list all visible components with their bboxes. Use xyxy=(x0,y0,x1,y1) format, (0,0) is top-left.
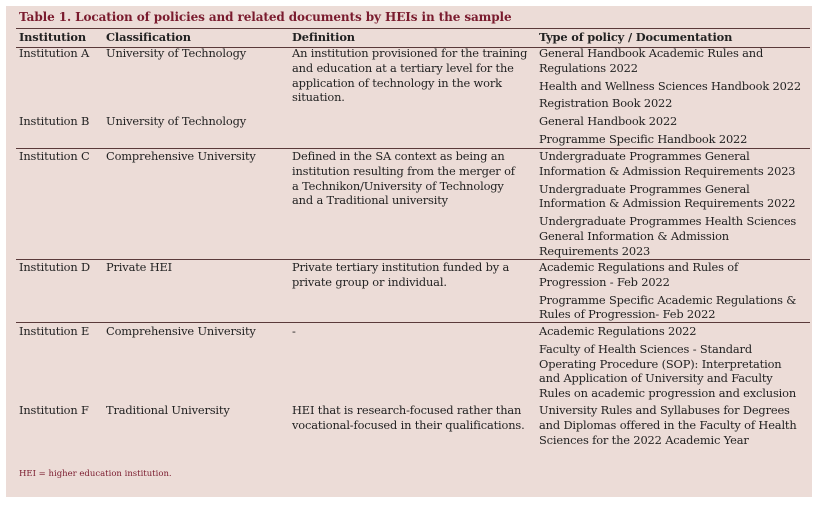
document-item: Programme Specific Academic Regulations & Rules of Progression- Feb 2022 xyxy=(539,292,797,322)
row-institution: Institution F xyxy=(19,403,89,417)
row-institution: Institution D xyxy=(19,260,91,274)
row-definition: Defined in the SA context as being an institution resulting from the merger of a Technikon/University of Technology and a Traditional university xyxy=(292,149,515,208)
row-classification: Comprehensive University xyxy=(106,324,256,338)
row-documents xyxy=(539,46,805,114)
document-item: Undergraduate Programmes Health Sciences General Information & Admission Requirements 2023 xyxy=(539,214,797,258)
row-classification: Comprehensive University xyxy=(106,149,256,163)
header-documentation: Type of policy / Documentation xyxy=(539,30,733,44)
row-institution: Institution C xyxy=(19,149,90,163)
row-institution: Institution E xyxy=(19,324,90,338)
row-classification: Traditional University xyxy=(106,403,230,417)
table-caption: Table 1. Location of policies and related documents by HEIs in the sample xyxy=(19,10,512,24)
row-definition: Private tertiary institution funded by a private group or individual. xyxy=(292,260,510,289)
header-classification: Classification xyxy=(106,30,191,44)
document-item: Undergraduate Programmes General Information & Admission Requirements 2023 xyxy=(539,149,796,178)
row-institution: Institution B xyxy=(19,114,90,128)
document-item: General Handbook Academic Rules and Regulations 2022 xyxy=(539,46,764,75)
document-item: Programme Specific Handbook 2022 xyxy=(539,131,748,146)
document-item: University Rules and Syllabuses for Degrees and Diplomas offered in the Faculty of Health Sciences for the 2022 Academic Year xyxy=(539,403,797,447)
row-documents xyxy=(539,260,805,325)
row-divider xyxy=(16,322,810,323)
document-item: Undergraduate Programmes General Information & Admission Requirements 2022 xyxy=(539,181,796,211)
row-documents xyxy=(539,324,801,404)
row-documents xyxy=(539,403,801,450)
document-item: Health and Wellness Sciences Handbook 2022 xyxy=(539,78,801,93)
row-definition: An institution provisioned for the training and education at a tertiary level for the application of technology in the work situation. xyxy=(292,46,528,105)
table-panel xyxy=(6,6,812,497)
document-item: Registration Book 2022 xyxy=(539,96,673,111)
document-item: Academic Regulations and Rules of Progression - Feb 2022 xyxy=(539,260,739,289)
document-item: Academic Regulations 2022 xyxy=(539,324,697,338)
row-classification: Private HEI xyxy=(106,260,173,274)
row-institution: Institution A xyxy=(19,46,90,60)
document-item: General Handbook 2022 xyxy=(539,114,678,128)
row-classification: University of Technology xyxy=(106,114,247,128)
row-documents xyxy=(539,114,805,150)
row-definition: - xyxy=(292,324,296,338)
header-institution: Institution xyxy=(19,30,86,44)
header-definition: Definition xyxy=(292,30,355,44)
row-classification: University of Technology xyxy=(106,46,247,60)
table-top-rule xyxy=(16,28,810,29)
table-footnote: HEI = higher education institution. xyxy=(19,469,172,479)
document-item: Faculty of Health Sciences - Standard Operating Procedure (SOP): Interpretation and Application of University and Faculty Rules on academic progression and exclusion xyxy=(539,341,797,401)
row-documents xyxy=(539,149,805,262)
row-definition: HEI that is research-focused rather than vocational-focused in their qualifications. xyxy=(292,403,525,432)
